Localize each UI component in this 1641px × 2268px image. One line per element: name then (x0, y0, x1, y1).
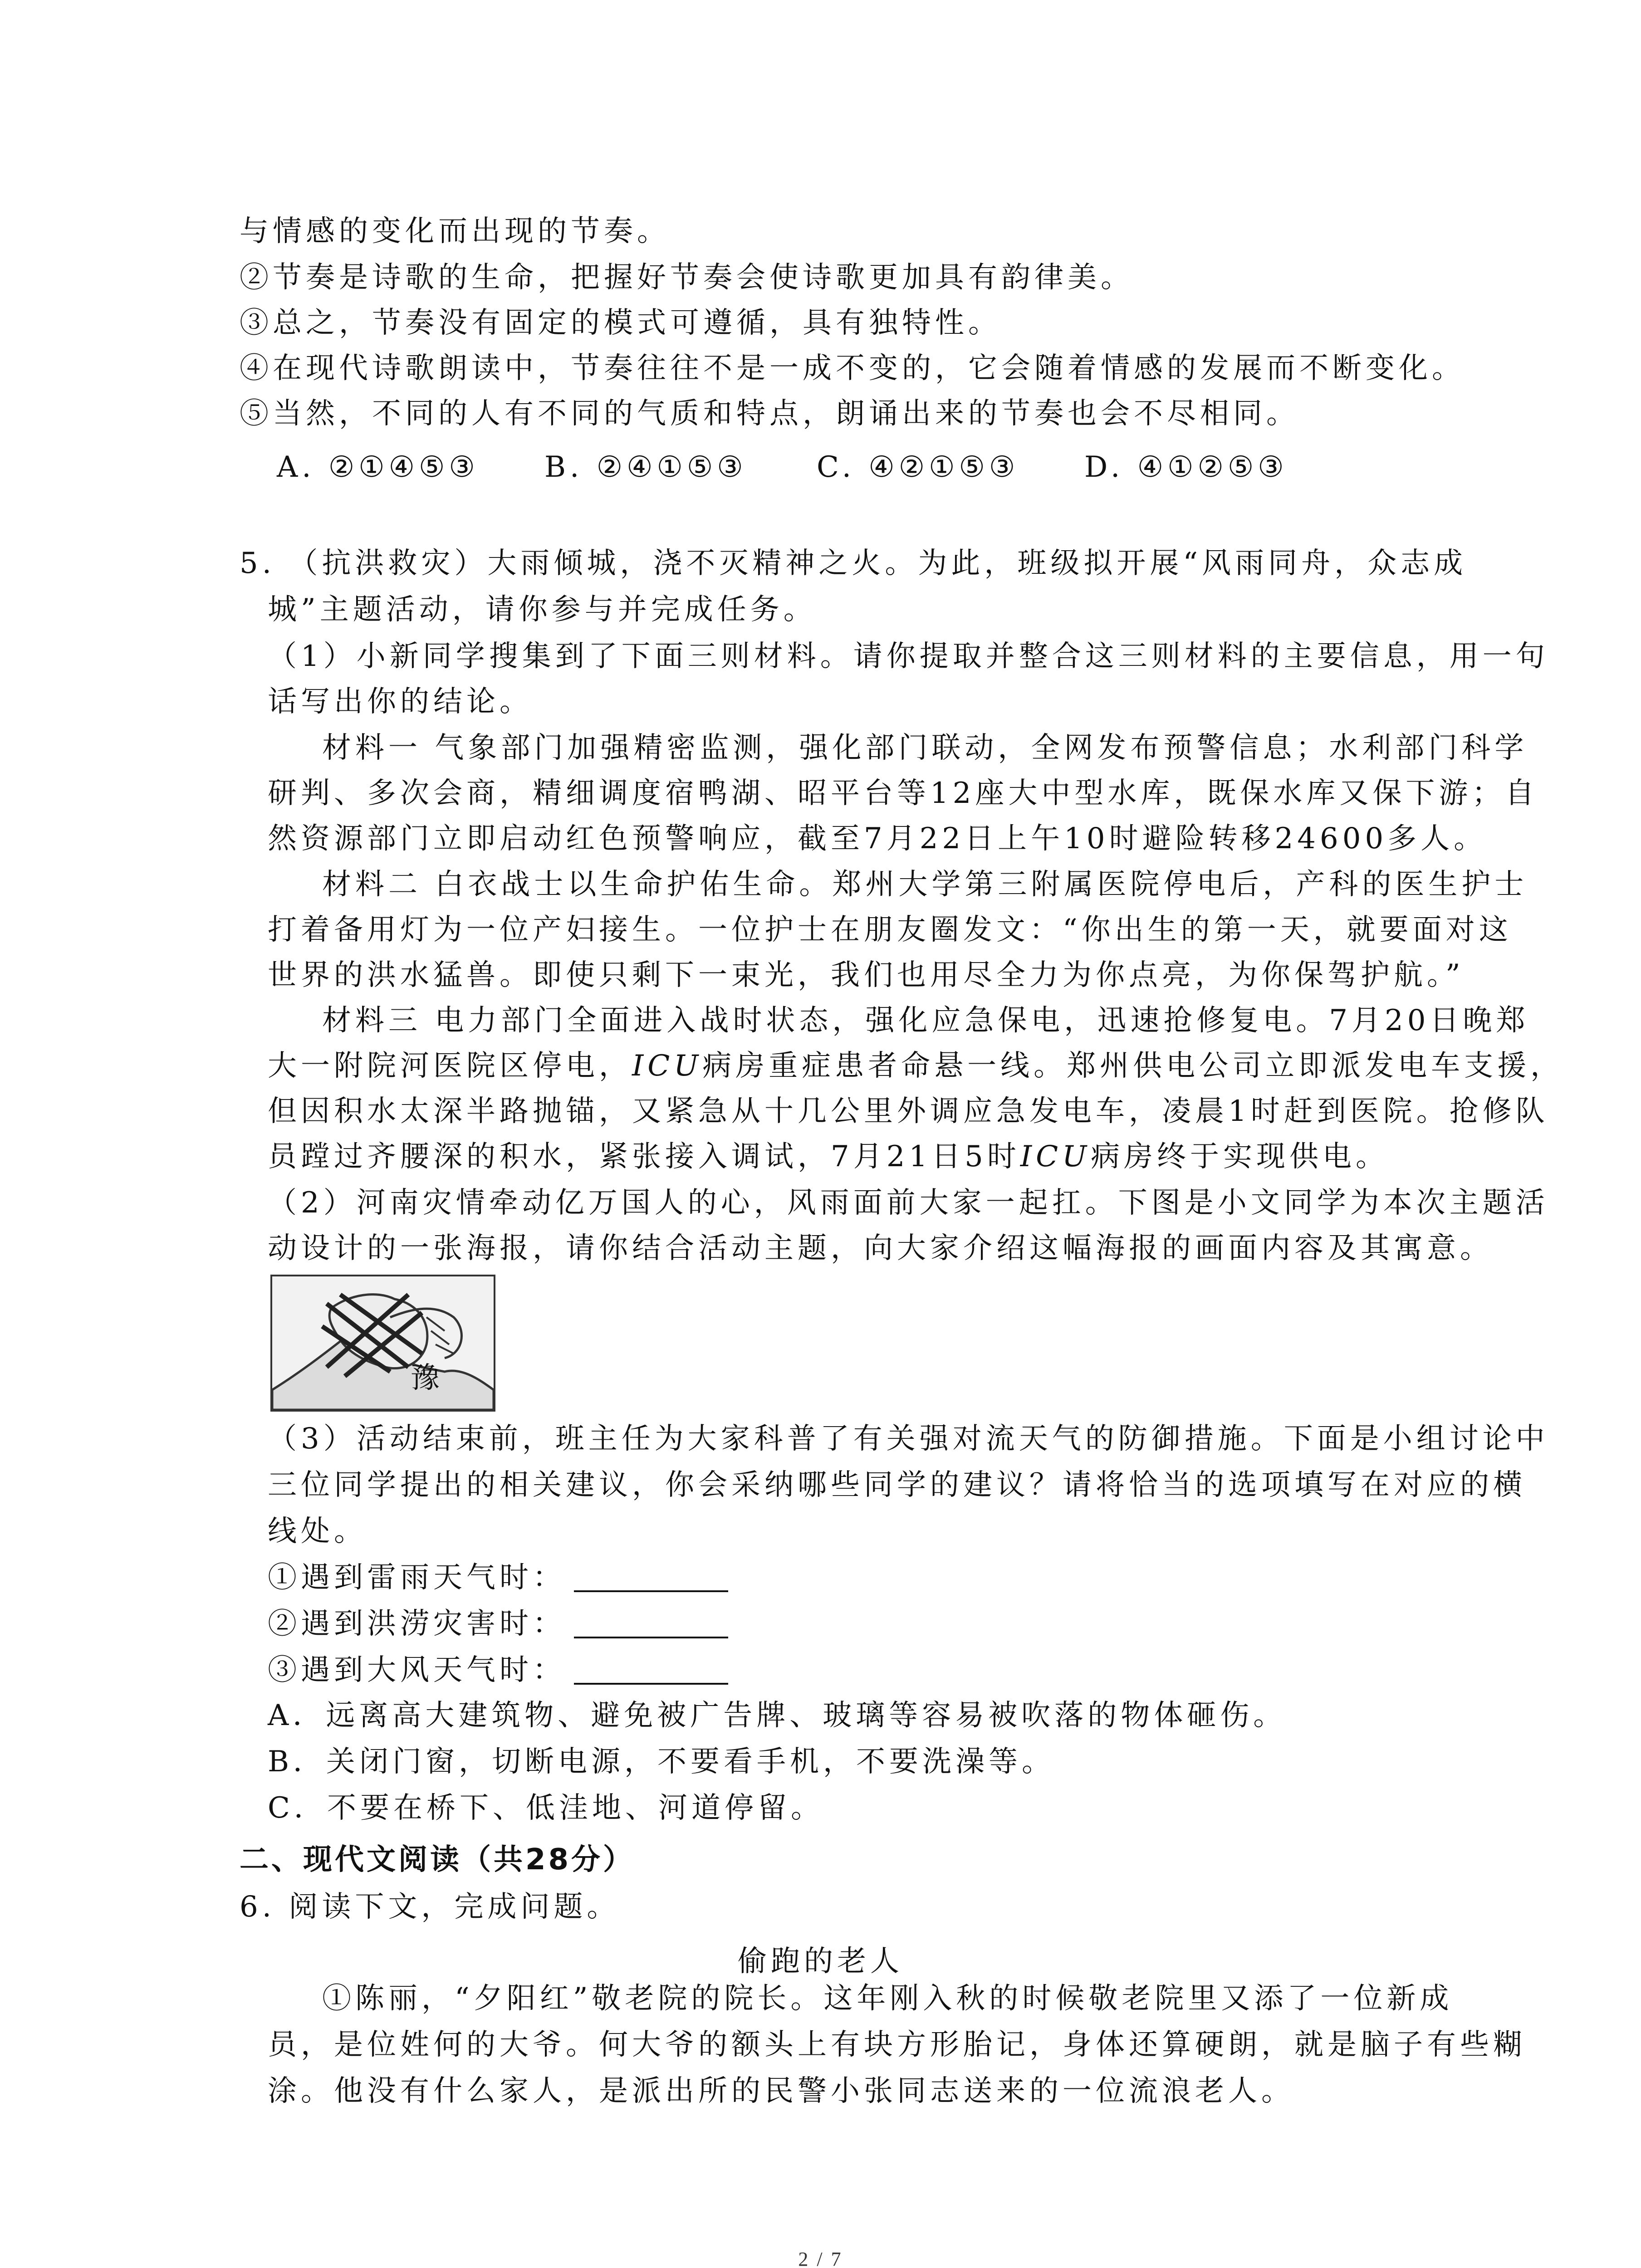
statement-3: ③总之，节奏没有固定的模式可遵循，具有独特性。 (240, 306, 1001, 340)
question-5-stem-cont: 城”主题活动，请你参与并完成任务。 (268, 593, 817, 626)
article-paragraph-1-cont: 员，是位姓何的大爷。何大爷的额头上有块方形胎记，身体还算硬朗，就是脑子有些糊 (268, 2028, 1526, 2062)
choice-b: B．关闭门窗，切断电源，不要看手机，不要洗澡等。 (268, 1745, 1055, 1779)
text-span: 员蹚过齐腰深的积水，紧张接入调试，7月21日5时 (268, 1140, 1020, 1173)
subquestion-3: （3）活动结束前，班主任为大家科普了有关强对流天气的防御措施。下面是小组讨论中 (268, 1422, 1549, 1456)
text-span: 大一附院河医院区停电， (268, 1049, 632, 1083)
choice-c: C．不要在桥下、低洼地、河道停留。 (268, 1791, 824, 1825)
material-2-cont: 世界的洪水猛兽。即使只剩下一束光，我们也用尽全力为你点亮，为你保驾护航。” (268, 958, 1465, 992)
subquestion-1: （1）小新同学搜集到了下面三则材料。请你提取并整合这三则材料的主要信息，用一句 (268, 640, 1549, 673)
option-c[interactable]: C. ④②①⑤③ (817, 450, 1019, 484)
article-paragraph-1-cont: 涂。他没有什么家人，是派出所的民警小张同志送来的一位流浪老人。 (268, 2074, 1294, 2108)
page-number: 2 / 7 (798, 2248, 843, 2268)
answer-options (277, 450, 1366, 484)
option-b[interactable]: B. ②④①⑤③ (544, 450, 747, 484)
subquestion-2-cont: 动设计的一张海报，请你结合活动主题，向大家介绍这幅海报的画面内容及其寓意。 (268, 1232, 1493, 1265)
subquestion-3-cont: 三位同学提出的相关建议，你会采纳哪些同学的建议？请将恰当的选项填写在对应的横 (268, 1468, 1526, 1502)
statement-4: ④在现代诗歌朗读中，节奏往往不是一成不变的，它会随着情感的发展而不断变化。 (240, 352, 1465, 385)
blank-label: ③遇到大风天气时： (268, 1653, 566, 1687)
blank-label: ①遇到雷雨天气时： (268, 1561, 566, 1594)
material-1-cont: 然资源部门立即启动红色预警响应，截至7月22日上午10时避险转移24600多人。 (268, 822, 1487, 855)
material-1: 材料一 气象部门加强精密监测，强化部门联动，全网发布预警信息；水利部门科学 (322, 731, 1528, 765)
fill-blank-2 (268, 1607, 728, 1641)
icu-term: ICU (632, 1049, 703, 1083)
blank-label: ②遇到洪涝灾害时： (268, 1607, 566, 1641)
question-6-stem: 6. 阅读下文，完成问题。 (240, 1890, 620, 1924)
icu-term: ICU (1020, 1140, 1091, 1173)
subquestion-3-cont: 线处。 (268, 1515, 367, 1548)
poster-hands-illustration (272, 1276, 494, 1410)
answer-blank-3[interactable] (574, 1656, 728, 1685)
fill-blank-3 (268, 1653, 728, 1687)
option-a[interactable]: A. ②①④⑤③ (277, 450, 479, 484)
material-2-cont: 打着备用灯为一位产妇接生。一位护士在朋友圈发文：“你出生的第一天，就要面对这 (268, 913, 1512, 947)
answer-blank-1[interactable] (574, 1563, 728, 1592)
poster-image (270, 1275, 495, 1412)
material-3-cont (268, 1142, 1389, 1171)
material-2: 材料二 白衣战士以生命护佑生命。郑州大学第三附属医院停电后，产科的医生护士 (322, 868, 1528, 901)
choice-a: A．远离高大建筑物、避免被广告牌、玻璃等容易被吹落的物体砸伤。 (268, 1699, 1287, 1732)
material-3-cont (268, 1049, 1564, 1083)
text-line: 与情感的变化而出现的节奏。 (240, 215, 670, 248)
material-3-cont: 但因积水太深半路抛锚，又紧急从十几公里外调应急发电车，凌晨1时赶到医院。抢修队 (268, 1095, 1549, 1128)
text-span: 病房重症患者命悬一线。郑州供电公司立即派发电车支援， (702, 1049, 1564, 1083)
article-paragraph-1: ①陈丽，“夕阳红”敬老院的院长。这年刚入秋的时候敬老院里又添了一位新成 (322, 1982, 1453, 2015)
subquestion-1-cont: 话写出你的结论。 (268, 685, 533, 719)
article-title: 偷跑的老人 (738, 1945, 903, 1978)
subquestion-2: （2）河南灾情牵动亿万国人的心，风雨面前大家一起扛。下图是小文同学为本次主题活 (268, 1186, 1549, 1220)
statement-2: ②节奏是诗歌的生命，把握好节奏会使诗歌更加具有韵律美。 (240, 261, 1134, 294)
question-5-stem: 5. （抗洪救灾）大雨倾城，浇不灭精神之火。为此，班级拟开展“风雨同舟，众志成 (240, 547, 1467, 580)
poster-character: 豫 (411, 1361, 440, 1395)
fill-blank-1 (268, 1563, 728, 1592)
option-d[interactable]: D. ④①②⑤③ (1084, 450, 1288, 484)
material-1-cont: 研判、多次会商，精细调度宿鸭湖、昭平台等12座大中型水库，既保水库又保下游；自 (268, 777, 1538, 810)
material-3: 材料三 电力部门全面进入战时状态，强化应急保电，迅速抢修复电。7月20日晚郑 (322, 1004, 1529, 1037)
text-span: 病房终于实现供电。 (1091, 1140, 1389, 1173)
answer-blank-2[interactable] (574, 1609, 728, 1638)
statement-5: ⑤当然，不同的人有不同的气质和特点，朗诵出来的节奏也会不尽相同。 (240, 397, 1299, 430)
section-heading: 二、现代文阅读（共28分） (240, 1843, 635, 1877)
